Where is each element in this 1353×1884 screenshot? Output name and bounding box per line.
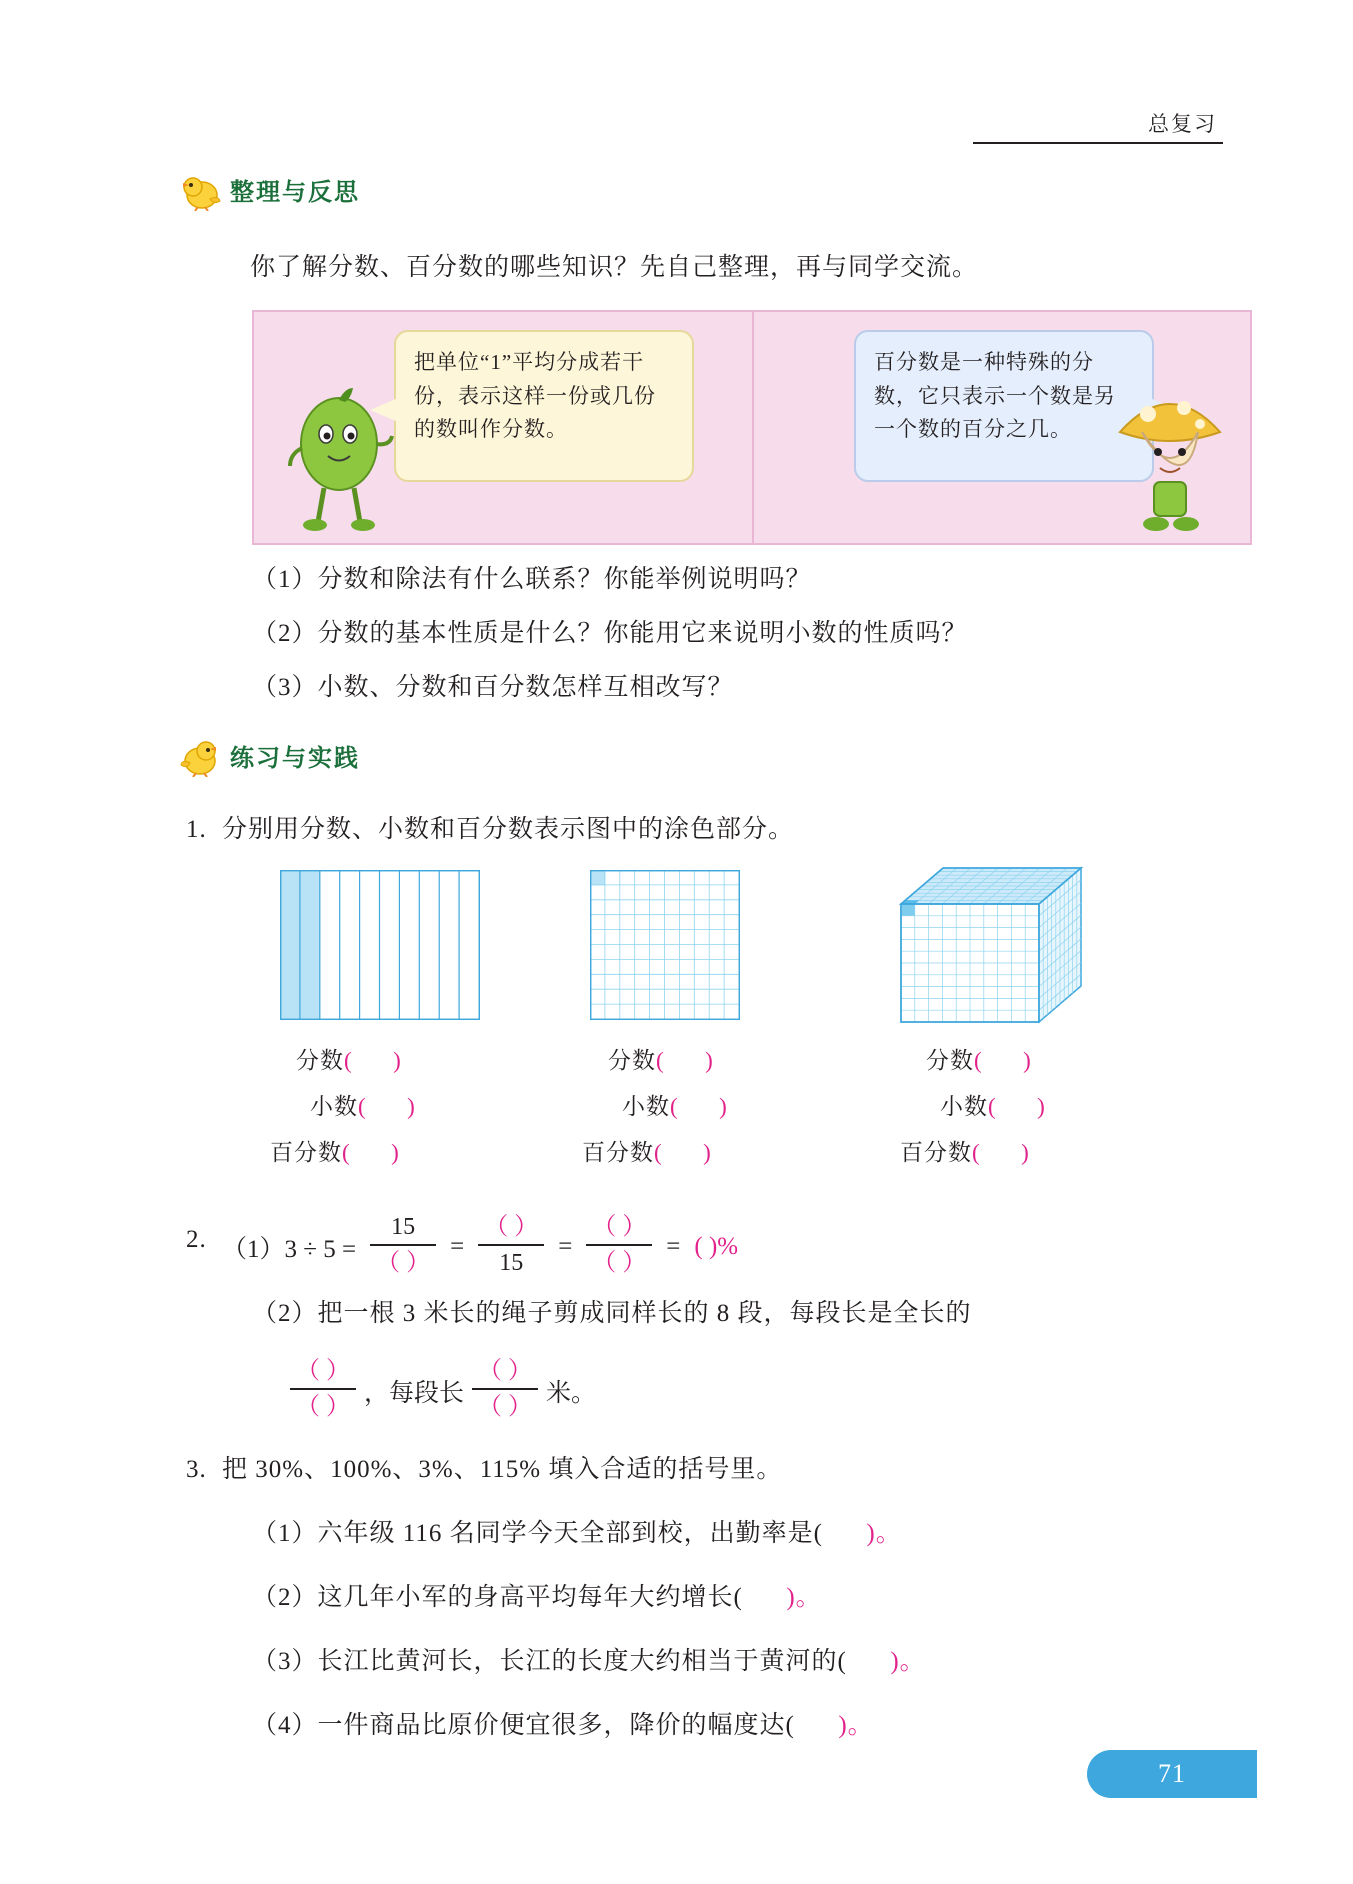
section-heading-practice-label: 练习与实践 [230,746,360,772]
fraction-4-bar [290,1388,356,1390]
fig1-row2-blank[interactable]: ( ) [358,1094,416,1119]
fraction-2-numerator: （ ） [484,1214,539,1240]
panel-divider [752,312,754,543]
fig3-row2-label: 小数 [940,1094,988,1119]
fig3-row1-label: 分数 [926,1048,974,1073]
fig2-row3-label: 百分数 [582,1140,654,1165]
exercise-3-sub-2-blank[interactable]: )。 [742,1584,822,1611]
exercise-3-sub-1-text: （1）六年级 116 名同学今天全部到校，出勤率是( [252,1520,823,1547]
equals-1: = [450,1233,465,1260]
exercise-3-sub-3 [252,1644,926,1680]
fraction-1-bar [370,1244,436,1246]
figure-thousandths-cube [895,862,1085,1032]
fig1-row3-blank[interactable]: ( ) [342,1140,400,1165]
equals-3: = [666,1233,681,1260]
fig3-row2-blank[interactable]: ( ) [988,1094,1046,1119]
fraction-3-denominator: （ ） [592,1250,647,1276]
figure-tenths-strip [280,870,480,1025]
speech-bubble-left-text: 把单位“1”平均分成若干份，表示这样一份或几份的数叫作分数。 [414,350,656,442]
fig3-row1-blank[interactable]: ( ) [974,1048,1032,1073]
fig3-row3-label: 百分数 [900,1140,972,1165]
exercise-2-part1 [222,1214,738,1280]
speech-bubble-right [854,330,1154,482]
fig1-row1-blank[interactable]: ( ) [344,1048,402,1073]
exercise-1-number: 1. [186,816,207,843]
header-rule [973,142,1223,144]
review-question-3: （3）小数、分数和百分数怎样互相改写？ [252,674,734,701]
exercise-2-part1-prefix: （1）3 ÷ 5 = [222,1236,357,1263]
exercise-3-sub-3-text: （3）长江比黄河长，长江的长度大约相当于黄河的( [252,1648,847,1675]
review-intro-text: 你了解分数、百分数的哪些知识？先自己整理，再与同学交流。 [250,254,979,281]
fraction-4-numerator: （ ） [296,1358,350,1384]
fraction-5-bar [472,1388,538,1390]
exercise-3-sub-2-text: （2）这几年小军的身高平均每年大约增长( [252,1584,743,1611]
exercise-1-text: 分别用分数、小数和百分数表示图中的涂色部分。 [222,816,795,843]
fig1-row3-label: 百分数 [270,1140,342,1165]
fig2-row2-blank[interactable]: ( ) [670,1094,728,1119]
fig1-row1-label: 分数 [296,1048,344,1073]
fraction-4-denominator: （ ） [296,1394,350,1420]
fraction-5-denominator: （ ） [478,1394,533,1420]
fig2-row1-blank[interactable]: ( ) [656,1048,714,1073]
review-question-2: （2）分数的基本性质是什么？你能用它来说明小数的性质吗？ [252,620,968,647]
fig2-row1-label: 分数 [608,1048,656,1073]
exercise-3-sub-3-blank[interactable]: )。 [846,1648,926,1675]
fraction-3-bar [586,1244,652,1246]
fraction-1-numerator: 15 [391,1214,416,1240]
fig2-row2-label: 小数 [622,1094,670,1119]
exercise-3-sub-4 [252,1708,874,1744]
speech-panel [252,310,1252,545]
exercise-2-part1-tail[interactable]: ( )% [694,1233,739,1260]
exercise-3-text: 把 30%、100%、3%、115% 填入合适的括号里。 [222,1456,783,1483]
fraction-4[interactable] [290,1356,356,1422]
fraction-2-denominator: 15 [499,1250,524,1276]
fraction-2[interactable] [478,1212,544,1278]
figure-hundredths-square [590,870,740,1025]
fraction-2-bar [478,1244,544,1246]
exercise-3-sub-4-blank[interactable]: )。 [794,1712,874,1739]
exercise-3-sub-1 [252,1516,902,1552]
equals-2: = [558,1233,573,1260]
speech-bubble-left [394,330,694,482]
exercise-3-sub-4-text: （4）一件商品比原价便宜很多，降价的幅度达( [252,1712,795,1739]
fraction-3-numerator: （ ） [592,1214,647,1240]
exercise-3-sub-1-blank[interactable]: )。 [822,1520,902,1547]
page-header [903,108,1223,138]
exercise-2-part2-mid: ，每段长 [364,1380,465,1407]
section-heading-review-label: 整理与反思 [230,180,360,206]
fraction-1[interactable] [370,1212,436,1278]
header-title: 总复习 [1148,112,1217,136]
exercise-3-number: 3. [186,1456,207,1483]
section-heading-review [180,172,360,211]
bubble-tail-left [370,398,398,422]
page-number-badge [1087,1750,1257,1798]
exercise-2-part2-tail: 米。 [546,1380,597,1407]
exercise-3-sub-2 [252,1580,822,1616]
fraction-5-numerator: （ ） [478,1358,533,1384]
fraction-5[interactable] [472,1356,538,1422]
chick-icon-2 [180,739,222,777]
exercise-2-part2-line1: （2）把一根 3 米长的绳子剪成同样长的 8 段，每段长是全长的 [252,1300,972,1327]
exercise-2-number: 2. [186,1226,207,1253]
fig1-row2-label: 小数 [310,1094,358,1119]
section-heading-practice [180,738,360,777]
exercise-2-part2-line2 [290,1358,596,1424]
page-number: 71 [1158,1759,1186,1788]
chick-icon [180,173,222,211]
fig3-row3-blank[interactable]: ( ) [972,1140,1030,1165]
mushroom-character-icon [1110,374,1230,539]
fig2-row3-blank[interactable]: ( ) [654,1140,712,1165]
fraction-1-denominator: （ ） [376,1250,431,1276]
speech-bubble-right-text: 百分数是一种特殊的分数，它只表示一个数是另一个数的百分之几。 [874,350,1116,442]
review-question-1: （1）分数和除法有什么联系？你能举例说明吗？ [252,566,812,593]
fraction-3[interactable] [586,1212,652,1278]
